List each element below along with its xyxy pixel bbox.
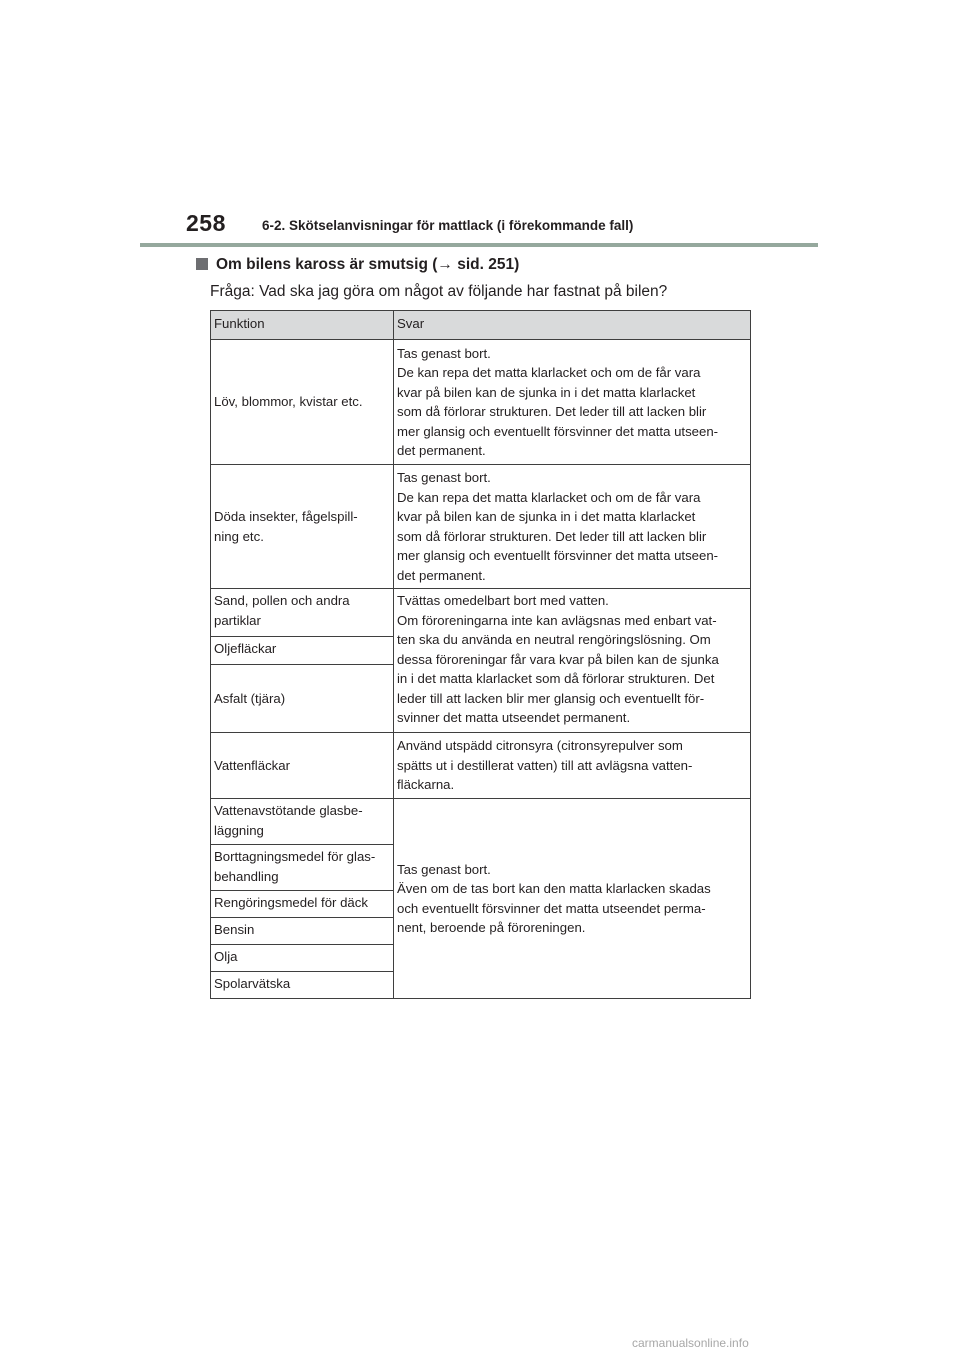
text-line: spätts ut i destillerat vatten) till att avlägsna vatten- xyxy=(397,757,693,773)
text-line: De kan repa det matta klarlacket och om de får vara xyxy=(397,365,701,380)
table-row xyxy=(211,733,751,799)
cell-answer xyxy=(394,799,751,999)
text-line: kvar på bilen kan de sjunka in i det matta klarlacket xyxy=(397,384,696,400)
text-line: Använd utspädd citronsyra (citronsyrepulver som xyxy=(397,738,683,754)
section-title: 6-2. Skötselanvisningar för mattlack (i förekommande fall) xyxy=(262,218,634,233)
cell-function xyxy=(211,589,394,637)
header-funktion: Funktion xyxy=(211,311,394,340)
question-text: Fråga: Vad ska jag göra om något av följande har fastnat på bilen? xyxy=(210,283,668,300)
cell-function xyxy=(211,465,394,589)
table-row xyxy=(211,589,751,637)
cell-function: Olja xyxy=(211,945,394,972)
text-line: det permanent. xyxy=(397,567,486,583)
text-line: Borttagningsmedel för glas- xyxy=(214,849,376,864)
subheading xyxy=(196,256,519,274)
text-line: mer glansig och eventuellt försvinner det matta utseen- xyxy=(397,548,719,563)
text-line: dessa föroreningar får vara kvar på bilen kan de sjunka xyxy=(397,651,719,667)
text-line: Tvättas omedelbart bort med vatten. xyxy=(397,593,609,608)
header-svar: Svar xyxy=(394,311,751,340)
text-line: Sand, pollen och andra xyxy=(214,593,350,608)
text-line: De kan repa det matta klarlacket och om de får vara xyxy=(397,489,701,505)
text-line: fläckarna. xyxy=(397,777,455,793)
arrow-icon: → xyxy=(437,256,453,273)
text-line: Vattenavstötande glasbe- xyxy=(214,803,363,818)
text-line: ten ska du använda en neutral rengöringslösning. Om xyxy=(397,632,711,647)
cell-function xyxy=(211,340,394,465)
cell-answer xyxy=(394,340,751,465)
page-reference: sid. 251) xyxy=(452,256,520,273)
cell-function: Rengöringsmedel för däck xyxy=(211,891,394,918)
header-rule xyxy=(140,243,818,247)
table-header-row xyxy=(211,311,751,340)
table-row xyxy=(211,340,751,465)
cell-function: Bensin xyxy=(211,918,394,945)
text-line: Tas genast bort. xyxy=(397,470,491,485)
text-line: in i det matta klarlacket som då förlorar strukturen. Det xyxy=(397,671,715,686)
cell-answer xyxy=(394,589,751,733)
subheading-text: Om bilens kaross är smutsig ( xyxy=(216,256,438,273)
text-line: kvar på bilen kan de sjunka in i det matta klarlacket xyxy=(397,509,696,524)
text-line: Tas genast bort. xyxy=(397,861,491,877)
cell-answer xyxy=(394,465,751,589)
text-line: som då förlorar strukturen. Det leder till att lacken blir xyxy=(397,528,707,544)
table-row xyxy=(211,465,751,589)
cell-function: Vattenfläckar xyxy=(211,733,394,799)
text-line: mer glansig och eventuellt försvinner det matta utseen- xyxy=(397,423,719,439)
cell-function: Spolarvätska xyxy=(211,972,394,999)
text-line: Tas genast bort. xyxy=(397,345,491,361)
text-line: leder till att lacken blir mer glansig och eventuellt för- xyxy=(397,690,705,706)
cell-function xyxy=(211,845,394,891)
cell-function: Oljefläckar xyxy=(211,637,394,665)
text-line: som då förlorar strukturen. Det leder till att lacken blir xyxy=(397,404,707,419)
text-line: ning etc. xyxy=(214,528,264,544)
text-line: nent, beroende på föroreningen. xyxy=(397,920,586,935)
stain-table xyxy=(210,310,751,999)
table-row xyxy=(211,799,751,845)
text-line: svinner det matta utseendet permanent. xyxy=(397,710,631,725)
text-line: partiklar xyxy=(214,612,261,628)
watermark: carmanualsonline.info xyxy=(632,1336,749,1350)
cell-answer xyxy=(394,733,751,799)
text-line: Om föroreningarna inte kan avlägsnas med enbart vat- xyxy=(397,612,717,628)
square-bullet-icon xyxy=(196,258,208,270)
text-line: läggning xyxy=(214,822,264,838)
page-number: 258 xyxy=(186,210,226,236)
text-line: Döda insekter, fågelspill- xyxy=(214,509,358,524)
text-line: Löv, blommor, kvistar etc. xyxy=(214,394,363,410)
text-line: det permanent. xyxy=(397,443,486,458)
text-line: och eventuellt försvinner det matta utseendet perma- xyxy=(397,900,706,916)
text-line: Även om de tas bort kan den matta klarlacken skadas xyxy=(397,881,711,896)
cell-function xyxy=(211,799,394,845)
cell-function: Asfalt (tjära) xyxy=(211,665,394,733)
text-line: behandling xyxy=(214,868,279,884)
